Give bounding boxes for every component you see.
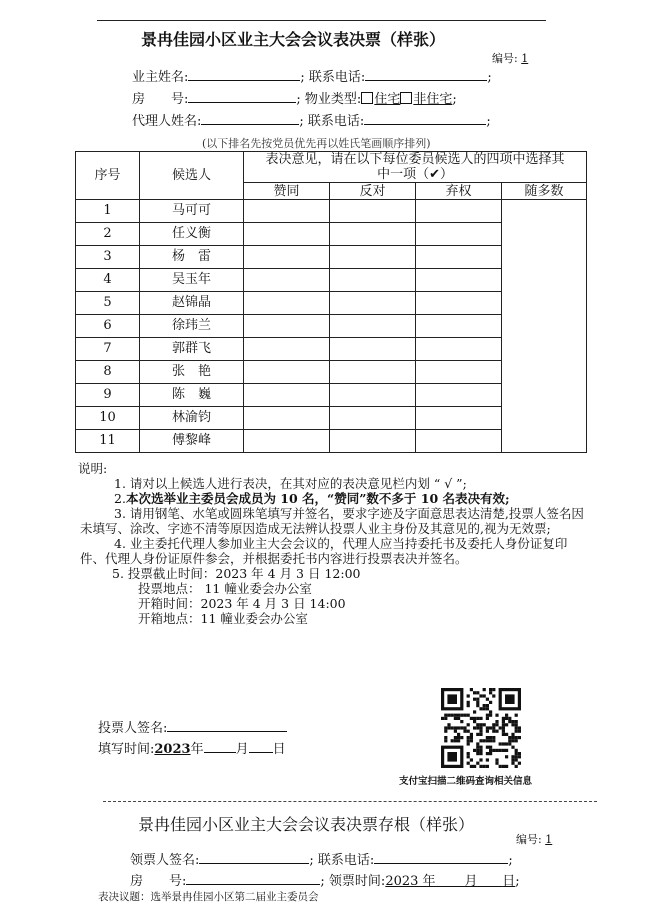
header-for: 赞同: [244, 183, 330, 200]
vote-table: [75, 151, 587, 453]
row-index: 10: [76, 407, 140, 430]
vote-cell-abstain[interactable]: [416, 223, 502, 246]
row-index: 9: [76, 384, 140, 407]
day-unit: 日: [272, 742, 286, 757]
vote-cell-for[interactable]: [244, 200, 330, 223]
serial-label: 编号:: [492, 52, 518, 65]
owner-name-field[interactable]: [188, 67, 300, 81]
vote-cell-for[interactable]: [244, 361, 330, 384]
serial-number: [492, 50, 528, 66]
vote-cell-against[interactable]: [330, 223, 416, 246]
note-2: [80, 491, 590, 506]
note-5b: 投票地点： 11 幢业委会办公室: [138, 581, 312, 596]
candidate-name: 陈 巍: [140, 384, 244, 407]
qr-code-icon[interactable]: [441, 688, 521, 768]
row-index: 6: [76, 315, 140, 338]
candidate-name: 吴玉年: [140, 269, 244, 292]
vote-cell-follow-majority[interactable]: [502, 200, 587, 453]
row-index: 8: [76, 361, 140, 384]
header-abstain: 弃权: [416, 183, 502, 200]
non-residential-checkbox[interactable]: [400, 92, 412, 104]
note-2-prefix: 2.: [114, 491, 126, 506]
vote-cell-for[interactable]: [244, 292, 330, 315]
vote-cell-abstain[interactable]: [416, 430, 502, 453]
candidate-name: 马可可: [140, 200, 244, 223]
vote-cell-for[interactable]: [244, 430, 330, 453]
stub-receiver-label: 领票人签名:: [130, 853, 200, 868]
owner-name-label: 业主姓名:: [132, 70, 189, 85]
stub-serial-value: 1: [545, 833, 553, 846]
owner-name-row: [132, 66, 492, 85]
residential-checkbox[interactable]: [361, 92, 373, 104]
serial-value: 1: [521, 52, 529, 65]
proxy-name-label: 代理人姓名:: [132, 114, 202, 129]
stub-month: 月: [464, 874, 478, 889]
proxy-phone-label: 联系电话:: [307, 114, 365, 129]
cut-line: [103, 801, 597, 802]
vote-cell-abstain[interactable]: [416, 338, 502, 361]
fill-year: 2023: [154, 742, 191, 757]
header-opinion: 表决意见，请在以下每位委员候选人的四项中选择其中一项（✔）: [244, 152, 587, 183]
candidate-name: 任义衡: [140, 223, 244, 246]
stub-receive-time: [385, 874, 515, 889]
vote-cell-for[interactable]: [244, 338, 330, 361]
note-4: 4. 业主委托代理人参加业主大会会议的，代理人应当持委托书及委托人身份证复印件、代理人身份证原件参会，并根据委托书内容进行投票表决并签名。: [80, 536, 568, 566]
vote-cell-against[interactable]: [330, 269, 416, 292]
vote-cell-against[interactable]: [330, 361, 416, 384]
vote-cell-for[interactable]: [244, 407, 330, 430]
vote-cell-for[interactable]: [244, 315, 330, 338]
row-index: 1: [76, 200, 140, 223]
room-field[interactable]: [188, 89, 296, 103]
note-5c: 开箱时间：2023 年 4 月 3 日 14:00: [138, 596, 346, 611]
sep: ;: [296, 92, 301, 107]
order-note: (以下排名先按党员优先再以姓氏笔画顺序排列): [202, 137, 431, 150]
candidate-name: 赵锦晶: [140, 292, 244, 315]
vote-cell-abstain[interactable]: [416, 407, 502, 430]
sep: ;: [515, 874, 520, 889]
stub-serial: [516, 831, 552, 847]
vote-cell-for[interactable]: [244, 246, 330, 269]
fill-time-label: 填写时间:: [98, 742, 155, 757]
candidate-name: 张 艳: [140, 361, 244, 384]
vote-cell-for[interactable]: [244, 384, 330, 407]
voter-sign-field[interactable]: [167, 718, 287, 732]
vote-cell-against[interactable]: [330, 430, 416, 453]
sep: ;: [300, 70, 305, 85]
vote-cell-for[interactable]: [244, 269, 330, 292]
stub-room-row: [130, 870, 520, 889]
phone-label: 联系电话:: [308, 70, 366, 85]
row-index: 2: [76, 223, 140, 246]
stub-title: 景冉佳园小区业主大会会议表决票存根（样张）: [138, 815, 475, 834]
sep: ;: [508, 853, 513, 868]
note-5a: 5. 投票截止时间：2023 年 4 月 3 日 12:00: [112, 566, 361, 581]
stub-receive-time-label: 领票时间:: [328, 874, 386, 889]
row-index: 11: [76, 430, 140, 453]
candidate-name: 杨 雷: [140, 246, 244, 269]
top-rule: [97, 20, 546, 21]
row-index: 7: [76, 338, 140, 361]
vote-cell-abstain[interactable]: [416, 292, 502, 315]
vote-cell-abstain[interactable]: [416, 315, 502, 338]
stub-room-label: 房 号:: [130, 874, 187, 889]
vote-cell-against[interactable]: [330, 246, 416, 269]
vote-cell-abstain[interactable]: [416, 269, 502, 292]
header-against: 反对: [330, 183, 416, 200]
vote-cell-abstain[interactable]: [416, 246, 502, 269]
form-title: 景冉佳园小区业主大会会议表决票（样张）: [141, 30, 446, 49]
sep: ;: [309, 853, 314, 868]
sep: ;: [487, 70, 492, 85]
vote-cell-against[interactable]: [330, 338, 416, 361]
stub-year: 2023 年: [385, 874, 436, 889]
fill-time-row: [98, 738, 286, 757]
stub-day: 日: [502, 874, 516, 889]
notes-heading: 说明:: [78, 461, 108, 476]
header-index: 序号: [76, 152, 140, 200]
phone-field[interactable]: [365, 67, 487, 81]
fill-month-field[interactable]: [204, 739, 236, 753]
stub-phone-label: 联系电话:: [317, 853, 375, 868]
proxy-row: [132, 110, 491, 129]
voter-sign-label: 投票人签名:: [98, 721, 168, 736]
proxy-name-field[interactable]: [201, 111, 299, 125]
row-index: 3: [76, 246, 140, 269]
stub-motion: 表决议题：选举景冉佳园小区第二届业主委员会: [98, 891, 319, 903]
note-2-bold: 本次选举业主委员会成员为 10 名，“赞同”数不多于 10 名表决有效;: [125, 491, 510, 506]
year-unit: 年: [190, 742, 204, 757]
vote-cell-abstain[interactable]: [416, 361, 502, 384]
row-index: 5: [76, 292, 140, 315]
residential-label: 住宅: [374, 92, 401, 107]
room-row: [132, 88, 457, 107]
sep: ;: [320, 874, 325, 889]
sep: ;: [486, 114, 491, 129]
stub-receiver-field[interactable]: [199, 850, 309, 864]
note-3: 3. 请用钢笔、水笔或圆珠笔填写并签名，要求字迹及字面意思表达清楚,投票人签名因未填写、涂改、字迹不清等原因造成无法辨认投票人业主身份及其意见的,视为无效票;: [80, 506, 584, 536]
vote-cell-against[interactable]: [330, 200, 416, 223]
voter-sign-row: [98, 717, 287, 736]
note-1: 1. 请对以上候选人进行表决，在其对应的表决意见栏内划 “ √ ”;: [114, 476, 467, 491]
header-candidate: 候选人: [140, 152, 244, 200]
vote-cell-against[interactable]: [330, 407, 416, 430]
notes: [80, 461, 590, 626]
candidate-name: 林渝钧: [140, 407, 244, 430]
vote-cell-abstain[interactable]: [416, 200, 502, 223]
vote-cell-against[interactable]: [330, 384, 416, 407]
month-unit: 月: [235, 742, 249, 757]
vote-cell-against[interactable]: [330, 315, 416, 338]
property-type-label: 物业类型:: [304, 92, 362, 107]
non-residential-label: 非住宅: [413, 92, 453, 107]
proxy-phone-field[interactable]: [364, 111, 486, 125]
vote-cell-abstain[interactable]: [416, 384, 502, 407]
stub-receiver-row: [130, 849, 513, 868]
candidate-name: 傅黎峰: [140, 430, 244, 453]
room-label: 房 号:: [132, 92, 189, 107]
header-follow-majority: 随多数: [502, 183, 587, 200]
qr-caption: 支付宝扫描二维码查询相关信息: [399, 776, 533, 787]
vote-cell-for[interactable]: [244, 223, 330, 246]
sep: ;: [299, 114, 304, 129]
property-type-options: [361, 92, 452, 107]
vote-cell-against[interactable]: [330, 292, 416, 315]
note-5d: 开箱地点：11 幢业委会办公室: [138, 611, 308, 626]
sep: ;: [452, 92, 457, 107]
stub-serial-label: 编号:: [516, 833, 542, 846]
row-index: 4: [76, 269, 140, 292]
candidate-name: 郭群飞: [140, 338, 244, 361]
candidate-name: 徐玮兰: [140, 315, 244, 338]
stub-phone-field[interactable]: [374, 850, 508, 864]
fill-day-field[interactable]: [249, 739, 273, 753]
stub-room-field[interactable]: [186, 871, 320, 885]
table-row: [76, 200, 587, 223]
